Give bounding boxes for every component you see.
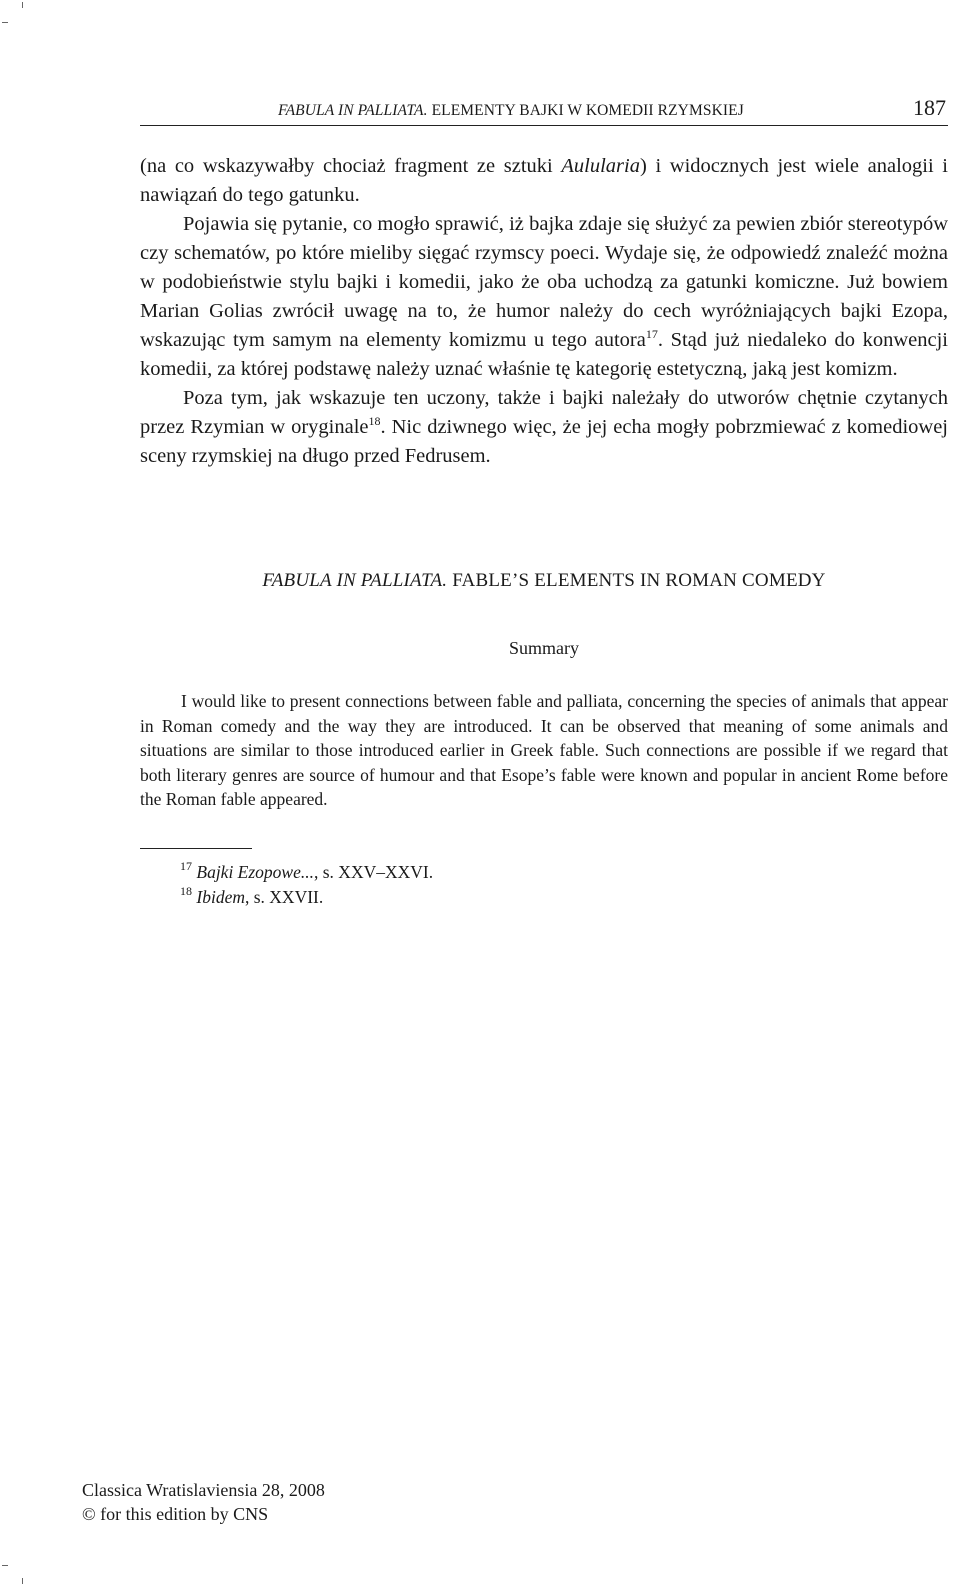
paragraph-3 bbox=[140, 384, 948, 471]
crop-mark-top bbox=[22, 2, 23, 8]
footnote-number: 18 bbox=[180, 883, 192, 898]
paragraph-1-text-a: (na co wskazywałby chociaż fragment ze sztuki bbox=[140, 155, 562, 177]
summary-title-rest: FABLE’S ELEMENTS IN ROMAN COMEDY bbox=[452, 570, 826, 591]
footer-copyright: © for this edition by CNS bbox=[82, 1504, 269, 1524]
body-text bbox=[140, 152, 948, 471]
footer-journal: Classica Wratislaviensia 28, 2008 bbox=[82, 1480, 325, 1500]
summary-text: I would like to present connections between fable and palliata, concerning the species of animals that appear in Roman comedy and the way they are introduced. It can be observed that meaning of some animals and situations are similar to those introduced earlier in Greek fable. Such connections are possible if we regard that both literary genres are source of humour and that Esope’s fable were known and popular in ancient Rome before the Roman fable appeared. bbox=[140, 691, 948, 809]
running-head bbox=[140, 95, 948, 126]
play-title-aulularia: Aulularia bbox=[561, 155, 640, 177]
page-number: 187 bbox=[913, 95, 946, 120]
paragraph-1-text-b: ) i widocznych jest wiele analogii i nawiązań do tego gatunku. bbox=[140, 155, 948, 206]
footnote-ref-18[interactable]: 18 bbox=[368, 414, 381, 428]
paragraph-2-text-a: Pojawia się pytanie, co mogło sprawić, iż bajka zdaje się służyć za pewien zbiór stereotypów czy schematów, po które mieliby sięgać rzymscy poeci. Wydaje się, że odpowiedź znaleźć można w podobieństwie stylu bajki i komedii, jako że oba uchodzą za gatunki komiczne. Już bowiem Marian Golias zwrócił uwagę na to, że humor należy do cech wyróżniających bajki Ezopa, wskazując tym samym na elementy komizmu u tego autora bbox=[140, 213, 948, 351]
paragraph-2-text-b: . Stąd już niedaleko do konwencji komedii, za której podstawę należy uznać właśnie tę kategorię estetyczną, jaką jest komizm. bbox=[140, 329, 948, 380]
footnotes bbox=[180, 860, 433, 909]
running-title-italic: FABULA IN PALLIATA. bbox=[278, 102, 428, 119]
footnote-ref-17[interactable]: 17 bbox=[645, 327, 658, 341]
paragraph-1 bbox=[140, 152, 948, 210]
footnote-italic: Bajki Ezopowe... bbox=[196, 862, 314, 882]
paragraph-3-text-b: . Nic dziwnego więc, że jej echa mogły pobrzmiewać z komediowej sceny rzymskiej na długo przed Fedrusem. bbox=[140, 416, 948, 467]
footnote-italic: Ibidem bbox=[196, 886, 245, 907]
summary-title bbox=[140, 570, 948, 592]
footnote-17 bbox=[180, 860, 433, 885]
footnote-rule bbox=[140, 848, 252, 849]
footnote-number: 17 bbox=[180, 859, 192, 873]
footnote-text: , s. XXVII. bbox=[244, 886, 324, 907]
running-title bbox=[278, 102, 744, 120]
paragraph-3-text-a: Poza tym, jak wskazuje ten uczony, także i bajki należały do utworów chętnie czytanych przez Rzymian w oryginale bbox=[140, 387, 948, 438]
summary-label: Summary bbox=[509, 638, 579, 658]
footnote-text: , s. XXV–XXVI. bbox=[314, 862, 434, 882]
crop-mark-top-left bbox=[2, 22, 8, 23]
summary-title-italic: FABULA IN PALLIATA. bbox=[262, 570, 448, 591]
footnote-18 bbox=[180, 885, 433, 910]
footer bbox=[82, 1478, 325, 1526]
paragraph-2 bbox=[140, 210, 948, 384]
crop-mark-bottom bbox=[22, 1578, 23, 1584]
running-title-rest: ELEMENTY BAJKI W KOMEDII RZYMSKIEJ bbox=[431, 102, 744, 119]
crop-mark-bottom-left bbox=[2, 1565, 8, 1566]
